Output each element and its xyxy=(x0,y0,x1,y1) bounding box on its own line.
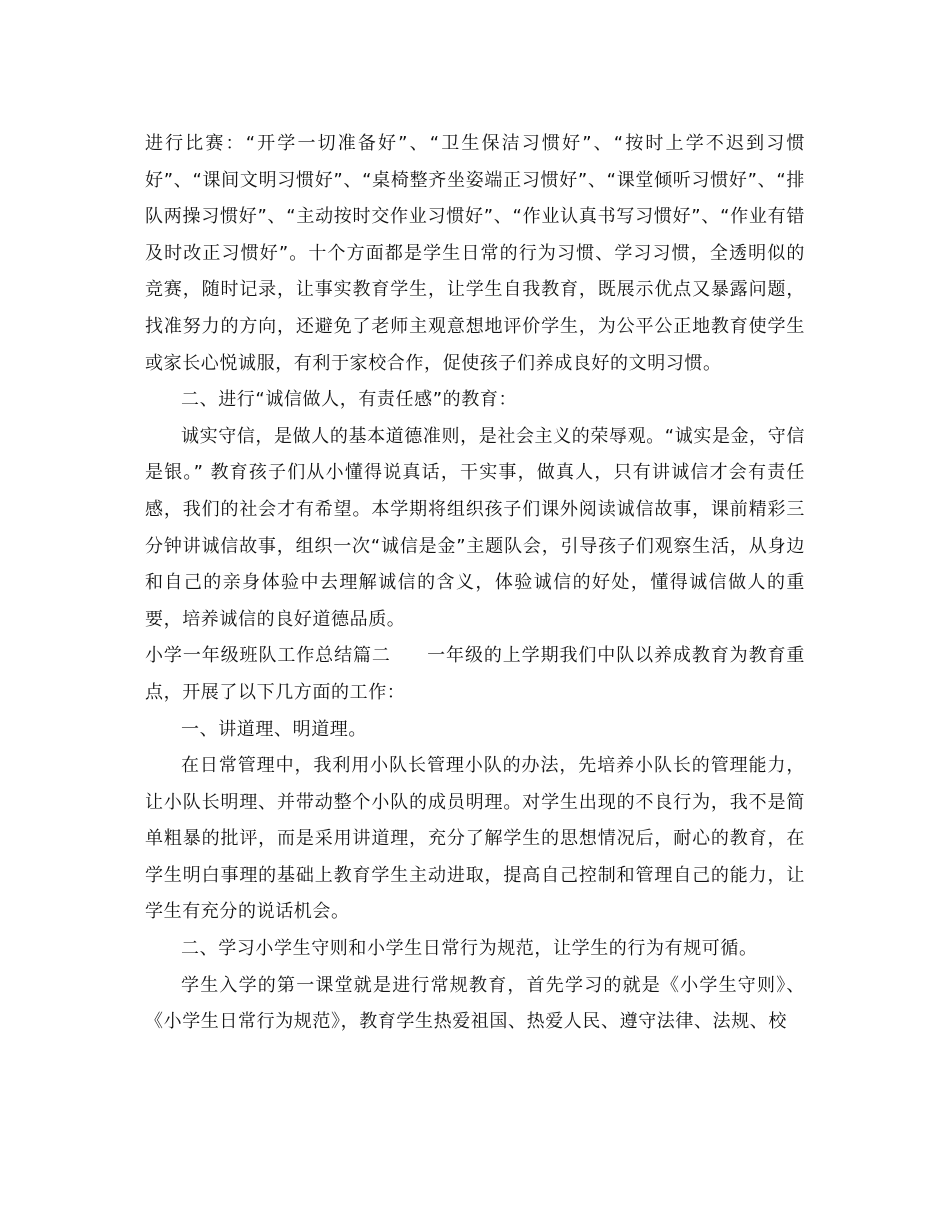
document-body xyxy=(145,126,805,1041)
paragraph-first-lesson: 学生入学的第一课堂就是进行常规教育，首先学习的就是《小学生守则》、《小学生日常行为规范》，教育学生热爱祖国、热爱人民、遵守法律、法规、校 xyxy=(145,974,805,1033)
summary-intro-text: 一年级的上学期我们中队以养成教育为教育重点，开展了以下几方面的工作： xyxy=(145,645,805,703)
section-heading-rules: 二、学习小学生守则和小学生日常行为规范，让学生的行为有规可循。 xyxy=(181,938,758,960)
paragraph-honesty: 诚实守信，是做人的基本道德准则，是社会主义的荣辱观。“诚实是金，守信是银。” 教育孩子们从小懂得说真话，干实事，做真人，只有讲诚信才会有责任感，我们的社会才有希望。本学期将组织孩子们课外阅读诚信故事，课前精彩三分钟讲诚信故事，组织一次“诚信是金”主题队会，引导孩子们观察生活，从身边和自己的亲身体验中去理解诚信的含义，体验诚信的好处，懂得诚信做人的重要，培养诚信的良好道德品质。 xyxy=(145,425,805,630)
section-heading-reasoning: 一、讲道理、明道理。 xyxy=(181,718,367,740)
paragraph-competition: 进行比赛：“开学一切准备好”、“卫生保洁习惯好”、“按时上学不迟到习惯好”、“课间文明习惯好”、“桌椅整齐坐姿端正习惯好”、“课堂倾听习惯好”、“排队两操习惯好”、“主动按时交作业习惯好”、“作业认真书写习惯好”、“作业有错及时改正习惯好”。十个方面都是学生日常的行为习惯、学习习惯，全透明似的竞赛，随时记录，让事实教育学生，让学生自我教育，既展示优点又暴露问题，找准努力的方向，还避免了老师主观意想地评价学生，为公平公正地教育使学生或家长心悦诚服，有利于家校合作，促使孩子们养成良好的文明习惯。 xyxy=(145,133,805,374)
paragraph-summary-two xyxy=(145,638,805,711)
section-heading-honesty: 二、进行“诚信做人，有责任感”的教育： xyxy=(181,389,518,411)
article-title: 小学一年级班队工作总结篇二 xyxy=(145,645,391,667)
paragraph-management: 在日常管理中，我利用小队长管理小队的办法，先培养小队长的管理能力，让小队长明理、并带动整个小队的成员明理。对学生出现的不良行为，我不是简单粗暴的批评，而是采用讲道理，充分了解学生的思想情况后，耐心的教育，在学生明白事理的基础上教育学生主动进取，提高自己控制和管理自己的能力，让学生有充分的说话机会。 xyxy=(145,755,805,923)
